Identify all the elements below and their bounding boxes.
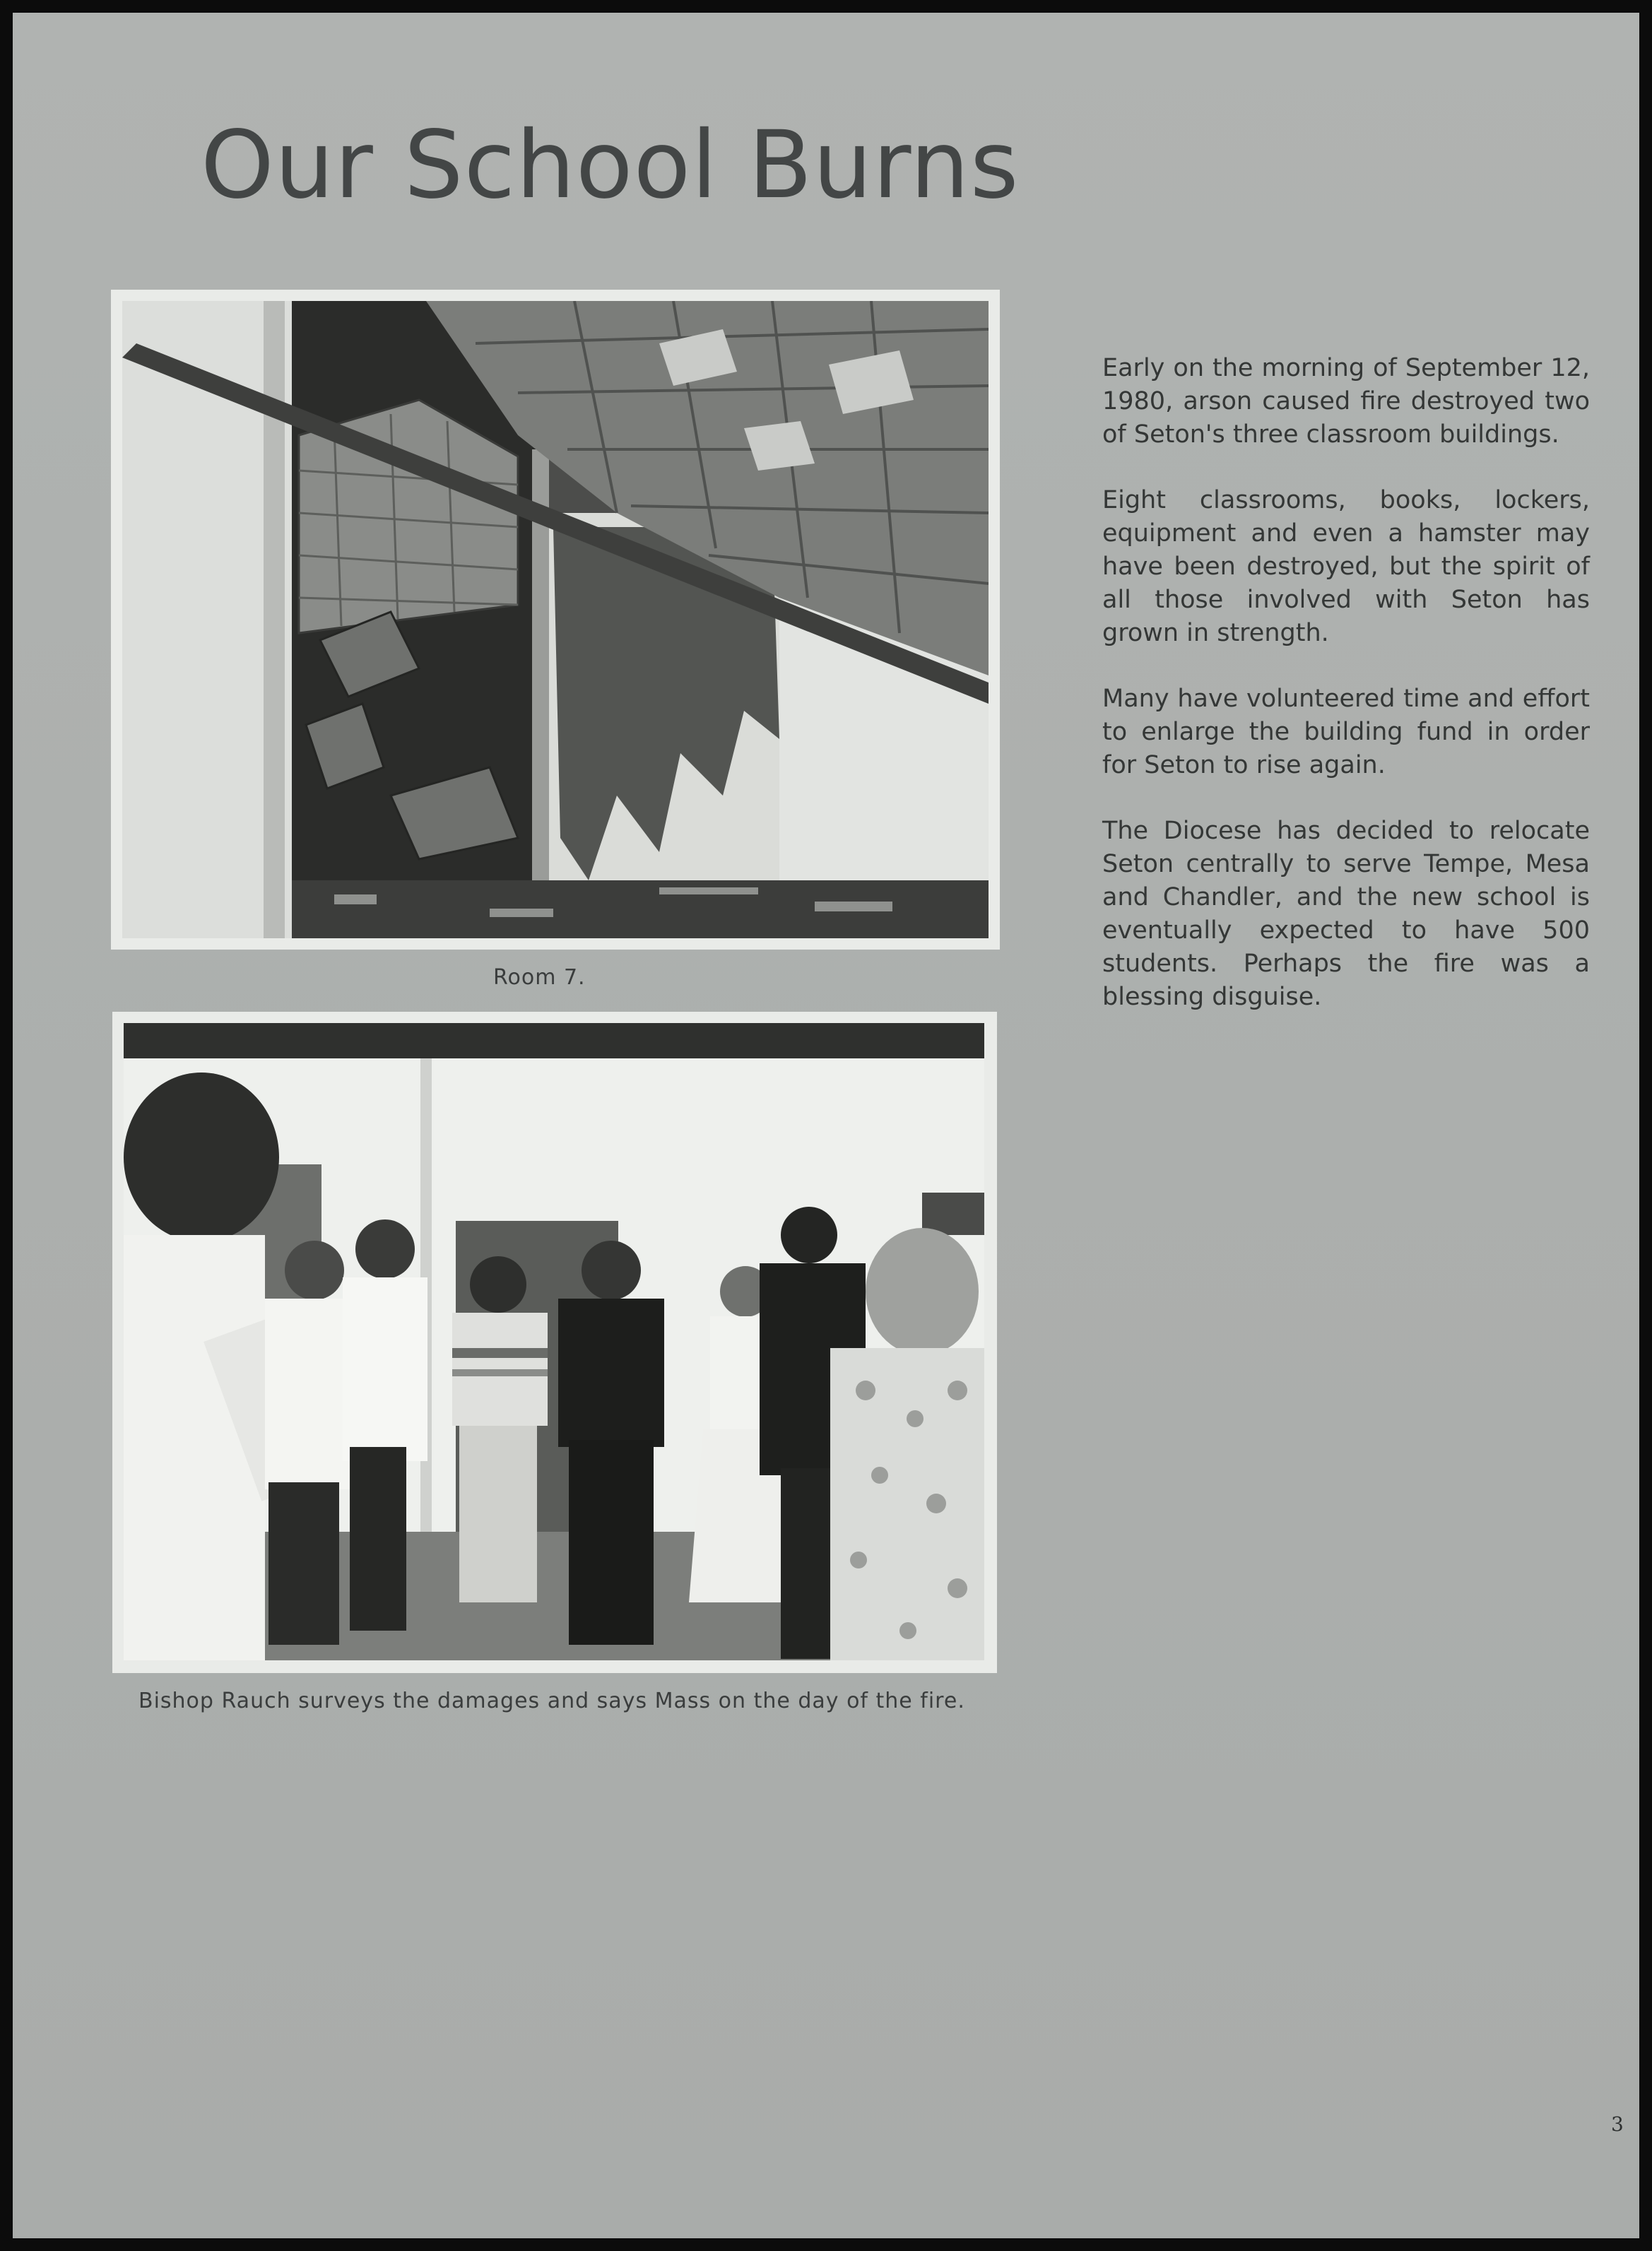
room-7-photo <box>111 290 1000 950</box>
bishop-rauch-photo <box>112 1012 997 1673</box>
yearbook-page <box>13 13 1639 2238</box>
article-paragraph: The Diocese has decided to relocate Seton centrally to serve Tempe, Mesa and Chandler, and the new school is eventually expected to have 500 students. Perhaps the fire was a blessing disguise. <box>1102 817 1590 1011</box>
article-paragraph: Many have volunteered time and effort to enlarge the building fund in order for Seton to rise again. <box>1102 685 1590 779</box>
bishop-group-image <box>124 1023 984 1660</box>
page-title: Our School Burns <box>201 111 1020 220</box>
article-body <box>1102 352 1590 1046</box>
article-paragraph: Early on the morning of September 12, 1980, arson caused fire destroyed two of Seton's three classroom buildings. <box>1102 354 1590 449</box>
photo-caption-room-7: Room 7. <box>493 965 586 990</box>
burned-classroom-image <box>122 301 989 938</box>
page-number: 3 <box>1611 2113 1624 2136</box>
article-paragraph: Eight classrooms, books, lockers, equipment and even a hamster may have been destroyed, but the spirit of all those involved with Seton has grown in strength. <box>1102 486 1590 647</box>
photo-caption-bishop-rauch: Bishop Rauch surveys the damages and says Mass on the day of the fire. <box>138 1689 965 1713</box>
